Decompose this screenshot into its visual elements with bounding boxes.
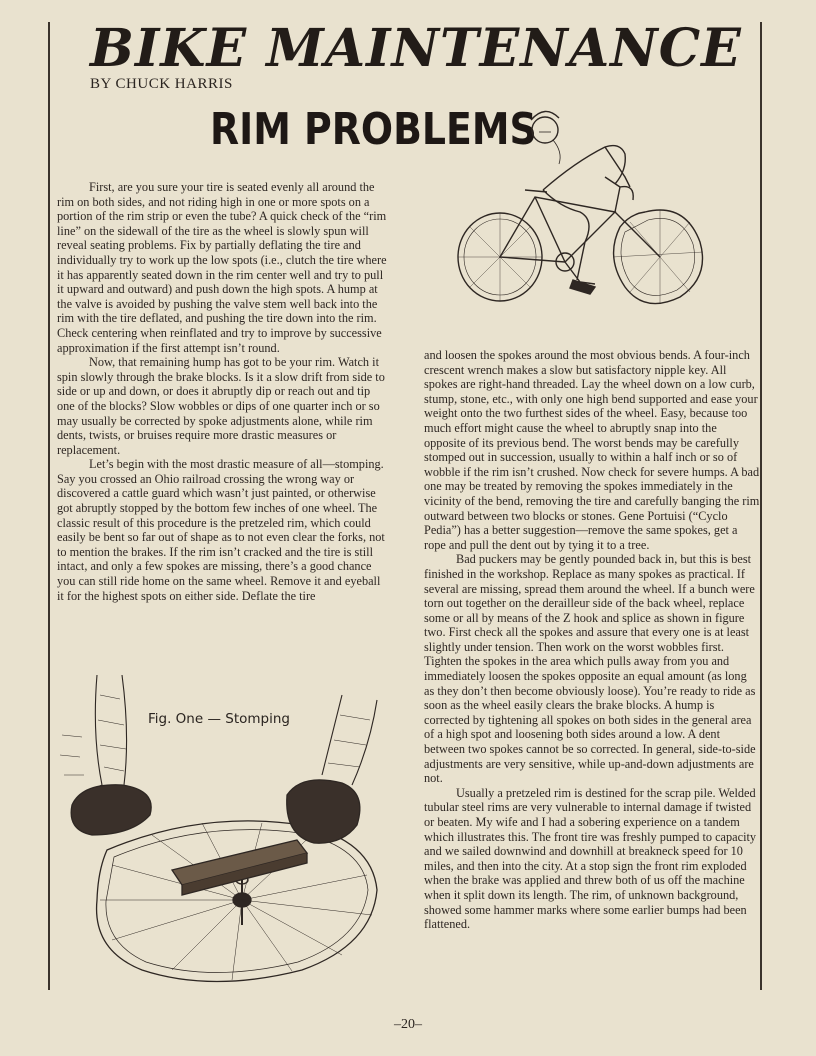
article-headline: BIKE MAINTENANCE: [90, 18, 742, 79]
paragraph: and loosen the spokes around the most obvious bends. A four-inch crescent wrench makes a slow but satisfactory nipple key. All spokes are right-hand threaded. Lay the wheel down on a low curb, stump, stone, etc., with only one high bend supported and ease your weight onto the two furthest sides of the wheel. Easy, because too much effort might cause the wheel to abruptly snap into the opposite of its previous bend. The worst bends may be carefully stomped out in succession, usually to within a half inch or so of wobble if the rim isn’t crushed. Now check for severe humps. A bad one may be treated by removing the spokes immediately in the vicinity of the bend, removing the tire and carefully banging the rim outward between two blocks or stones. Gene Portuisi (“Cyclo Pedia”) has a better suggestion—remove the same spokes, get a rope and pull the dent out by tying it to a tree.: [424, 348, 760, 552]
paragraph: Let’s begin with the most drastic measure of all—stomping. Say you crossed an Ohio railroad crossing the wrong way or discovered a cattle guard which wasn’t just painted, or otherwise got abruptly stopped by the bottom few inches of one wheel. The classic result of this procedure is the pretzeled rim, which could easily be bent so far out of shape as to not even clear the forks, not to mention the brakes. If the rim isn’t cracked and the tire is still intact, and only a few spokes are missing, there’s a good chance you can still ride home on the same wheel. Remove it and eyeball it for the highest spots on either side. Deflate the tire: [57, 457, 385, 603]
paragraph: Bad puckers may be gently pounded back in, but this is best finished in the workshop. Replace as many spokes as practical. If several are missing, spread them around the wheel. If a bunch were torn out together on the derailleur side of the back wheel, replace some or all by means of the Z hook and splice as shown in figure two. First check all the spokes and assure that every one is at least slightly under tension. Then work on the worst wobbles first. Tighten the spokes in the area which pulls away from you and immediately loosen the spokes opposite an equal amount (as long as they don’t then become obviously loose). You’re ready to ride as soon as the wheel easily clears the brake blocks. A hump is corrected by tightening all spokes on both sides in the general area of a high spot and loosening both sides around a low. A dent between two spokes cannot be so corrected. In general, side-to-side adjustments are very sensitive, while up-and-down adjustments are not.: [424, 552, 756, 786]
page-number: –20–: [394, 1017, 422, 1032]
section-title: RIM PROBLEMS: [210, 104, 537, 155]
cyclist-illustration: [455, 92, 715, 322]
figure-caption: Fig. One — Stomping: [148, 711, 290, 727]
right-border-rule: [760, 22, 762, 990]
author-byline: BY CHUCK HARRIS: [90, 76, 233, 92]
paragraph: Usually a pretzeled rim is destined for the scrap pile. Welded tubular steel rims are very vulnerable to internal damage if twisted or beaten. My wife and I had a sobering experience on a tandem which illustrates this. The front tire was freshly pumped to capacity and we sailed downwind and downhill at breakneck speed for 10 miles, and then into the city. At a stop sign the front rim exploded when the brake was applied and threw both of us off the machine when it split down its length. The rim, of unknown background, showed some hammer marks where some earlier bumps had been flattened.: [424, 785, 757, 932]
left-border-rule: [48, 22, 50, 990]
paragraph: Now, that remaining hump has got to be your rim. Watch it spin slowly through the brake blocks. Is it a slow drift from side to side or up and down, or does it abruptly dip or reach out and tip one of the blocks? Slow wobbles or dips of one quarter inch or so may usually be corrected by spoke adjustments alone, while rim dents, twists, or bruises require more drastic measures or replacement.: [57, 355, 385, 457]
right-text-column: [424, 348, 760, 932]
left-text-column: [57, 180, 387, 603]
paragraph: First, are you sure your tire is seated evenly all around the rim on both sides, and not riding high in one or more spots on a portion of the rim strip or even the tube? A quick check of the “rim line” on the sidewall of the tire as the wheel is slowly spun will reveal seating problems. Fix by partially deflating the tire and individually try to work up the low spots (i.e., clutch the tire where it has apparently seated down in the rim center well and try to pull it upward and outward) and push down the high spots. A hump at the valve is avoided by pushing the valve stem well back into the rim with the tire deflated, and pushing the tire down into the rim. Check centering when reinflated and try to improve by successive approximation if the first attempt isn’t round.: [57, 180, 387, 355]
